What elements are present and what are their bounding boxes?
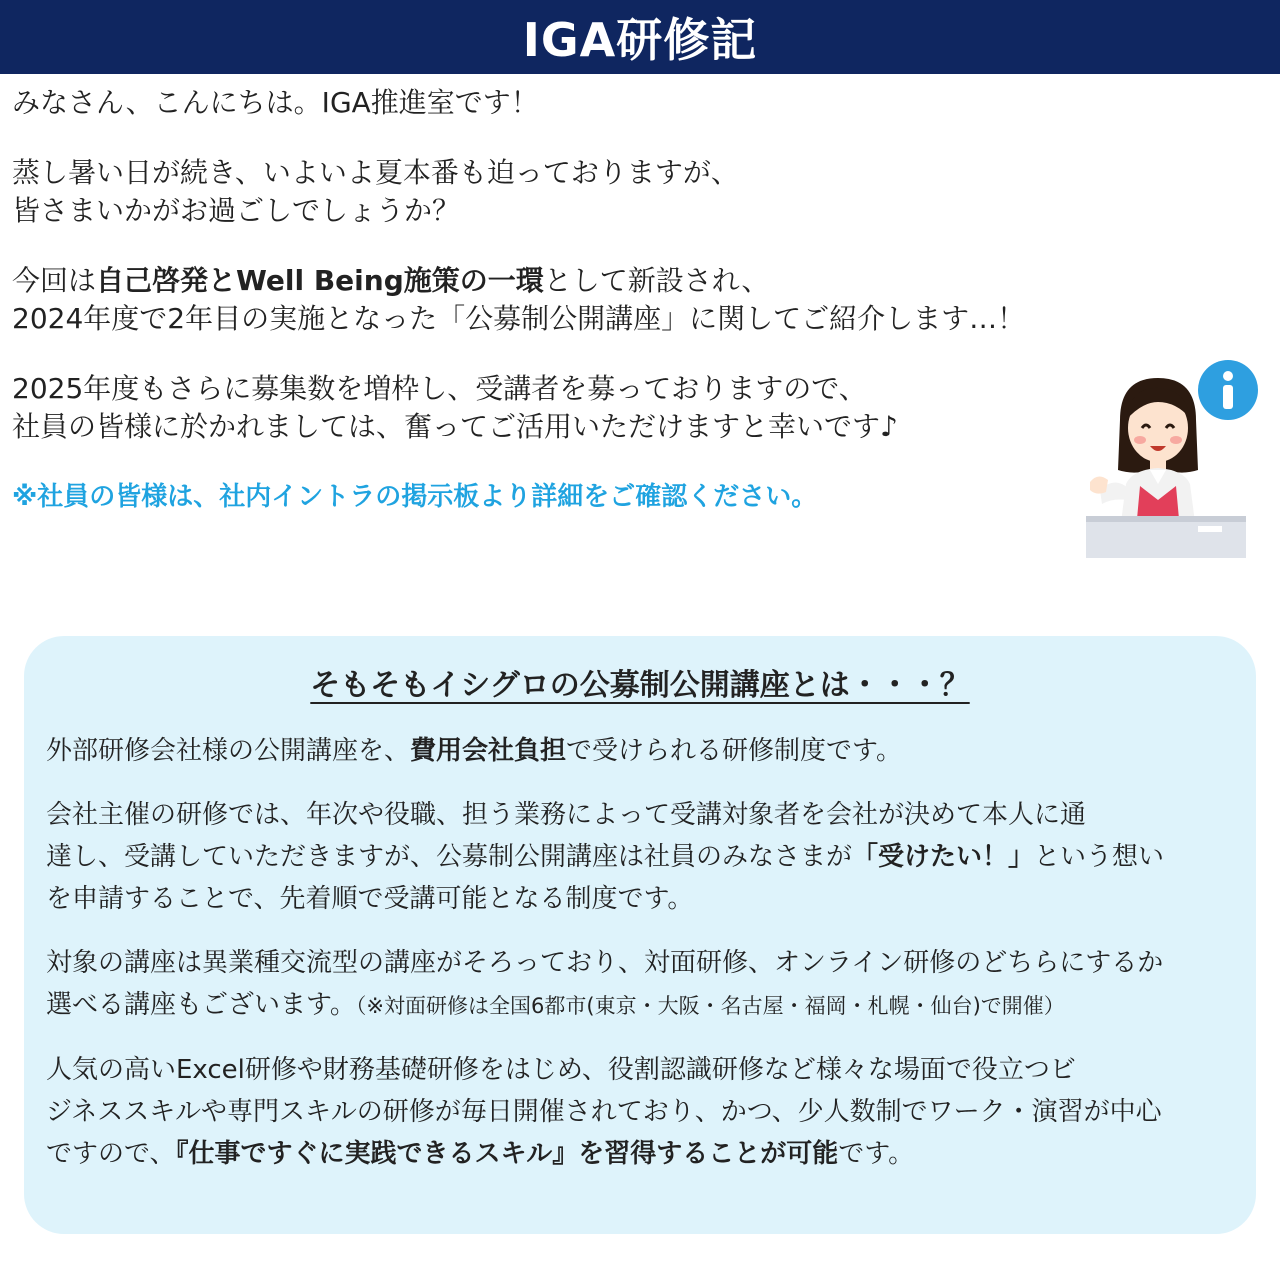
recruit-line-2: 社員の皆様に於かれましては、奮ってご活用いただけますと幸いです♪ <box>12 410 898 443</box>
panel-body <box>46 730 1236 1197</box>
theme-text <box>12 262 1112 338</box>
greeting-text <box>12 84 1112 122</box>
p1-prefix: 外部研修会社様の公開講座を、 <box>46 736 411 766</box>
p2-line-1: 会社主催の研修では、年次や役職、担う業務によって受講対象者を会社が決めて本人に通 <box>46 800 1087 830</box>
p2-line-3: を申請することで、先着順で受講可能となる制度です。 <box>46 884 694 914</box>
recruit-text <box>12 370 1112 446</box>
intro-section <box>12 84 1112 548</box>
p3-line-1: 対象の講座は異業種交流型の講座がそろっており、対面研修、オンライン研修のどちらにするか <box>46 948 1164 978</box>
theme-line-2: 2024年度で2年目の実施となった「公募制公開講座」に関してご紹介します…！ <box>12 302 1026 335</box>
panel-heading-text: そもそもイシグロの公募制公開講座とは・・・？ <box>310 668 970 703</box>
season-line-1: 蒸し暑い日が続き、いよいよ夏本番も迫っておりますが、 <box>12 156 739 189</box>
p2-line-2-prefix: 達し、受講していただきますが、公募制公開講座は社員のみなさまが <box>46 842 853 872</box>
intranet-notice: ※社員の皆様は、社内イントラの掲示板より詳細をご確認ください。 <box>12 482 818 512</box>
p1-suffix: で受けられる研修制度です。 <box>566 736 902 766</box>
theme-suffix: として新設され、 <box>543 264 770 297</box>
page-header <box>0 0 1280 74</box>
overview-paragraph-4 <box>46 1049 1236 1175</box>
overview-paragraph-2 <box>46 794 1236 920</box>
p1-highlight: 費用会社負担 <box>410 736 567 766</box>
p4-line-3-prefix: ですので、 <box>46 1139 176 1169</box>
program-overview-panel <box>24 636 1256 1234</box>
theme-highlight: 自己啓発とWell Being施策の一環 <box>96 264 544 297</box>
p4-highlight: 『仕事ですぐに実践できるスキル』を習得することが可能 <box>175 1139 839 1169</box>
theme-prefix: 今回は <box>12 264 97 297</box>
p4-line-2: ジネススキルや専門スキルの研修が毎日開催されており、かつ、少人数制でワーク・演習が中心 <box>46 1097 1162 1127</box>
p4-line-3-suffix: です。 <box>838 1139 915 1169</box>
season-line-2: 皆さまいかがお過ごしでしょうか？ <box>12 194 461 227</box>
season-text <box>12 154 1112 230</box>
p2-line-2-suffix: という想い <box>1034 842 1165 872</box>
p2-highlight: 「受けたい！」 <box>852 842 1035 872</box>
page-title: IGA研修記 <box>522 13 758 67</box>
recruit-line-1: 2025年度もさらに募集数を増枠し、受講者を募っておりますので、 <box>12 372 867 405</box>
receptionist-illustration <box>1080 350 1270 560</box>
p4-line-1: 人気の高いExcel研修や財務基礎研修をはじめ、役割認識研修など様々な場面で役立つビ <box>46 1055 1076 1085</box>
overview-paragraph-1 <box>46 730 1236 772</box>
info-icon <box>1198 360 1258 420</box>
p3-line-2: 選べる講座もございます。 <box>46 990 356 1020</box>
greeting-line: みなさん、こんにちは。IGA推進室です！ <box>12 86 539 119</box>
panel-heading <box>24 660 1256 704</box>
p3-note: （※対面研修は全国6都市(東京・大阪・名古屋・福岡・札幌・仙台)で開催） <box>355 994 1065 1018</box>
overview-paragraph-3 <box>46 942 1236 1027</box>
